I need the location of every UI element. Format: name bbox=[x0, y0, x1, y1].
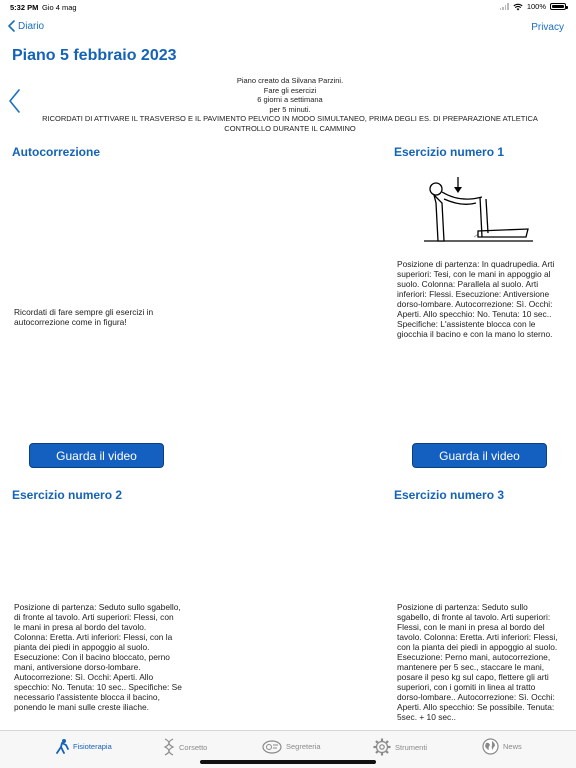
office-icon bbox=[262, 738, 282, 754]
autocorrezione-description: Ricordati di fare sempre gli esercizi in autocorrezione come in figura! bbox=[14, 307, 154, 327]
page-title: Piano 5 febbraio 2023 bbox=[12, 47, 177, 64]
status-time: 5:32 PM bbox=[10, 3, 39, 12]
status-date: Gio 4 mag bbox=[42, 3, 77, 12]
watch-video-button-esercizio-1[interactable]: Guarda il video bbox=[412, 443, 547, 468]
tab-news[interactable] bbox=[482, 738, 522, 755]
tab-label: Strumenti bbox=[395, 742, 428, 752]
plan-info-line: RICORDATI DI ATTIVARE IL TRASVERSO E IL PAVIMENTO PELVICO IN MODO SIMULTANEO, PRIMA DEGLI ES. DI PREPARAZIONE ATLETICA bbox=[42, 114, 538, 123]
status-indicators bbox=[500, 2, 566, 11]
battery-icon bbox=[550, 3, 566, 10]
tab-fisioterapia[interactable] bbox=[55, 738, 112, 754]
tab-corsetto[interactable] bbox=[163, 738, 207, 756]
status-bar bbox=[0, 0, 576, 14]
wifi-icon bbox=[513, 3, 523, 11]
watch-video-button-autocorrezione[interactable]: Guarda il video bbox=[29, 443, 164, 468]
esercizio-1-description: Posizione di partenza: In quadrupedia. Arti superiori: Tesi, con le mani in appoggio al suolo. Colonna: Parallela al suolo. Arti inferiori: Flessi. Esecuzione: Antiversione dorso-lombare. Autocorrezione: Sì. Occhi: Aperti. Allo specchio: No. Tenuta: 10 sec.. Specifiche: L'assistente blocca con le giocchia il bacino e con la mano lo sterno. bbox=[397, 259, 555, 339]
esercizio-2-description: Posizione di partenza: Seduto sullo sgabello, di fronte al tavolo. Arti superiori: Flessi, con le mani in presa al bordo del tavolo. Colonna: Eretta. Arti inferiori: Flessi, con la pianta dei piedi in appoggio al suolo. Esecuzione: Con il bacino bloccato, perno mani, antiversione dorso-lombare. Autocorrezione: Sì. Occhi: Aperti. Allo specchio: No. Tenuta: 10 sec.. Specifiche: Se necessario l'assistente blocca il bacino, ponendo le mani sulle creste iliache. bbox=[14, 602, 182, 712]
section-title-autocorrezione: Autocorrezione bbox=[12, 145, 101, 159]
plan-info-line: Fare gli esercizi bbox=[263, 85, 317, 95]
globe-icon bbox=[482, 738, 499, 755]
tab-label: News bbox=[503, 742, 522, 751]
corset-icon bbox=[163, 738, 175, 756]
tab-label: Segreteria bbox=[286, 741, 321, 751]
section-title-esercizio-3: Esercizio numero 3 bbox=[394, 488, 505, 502]
back-button[interactable] bbox=[8, 20, 44, 32]
section-title-esercizio-2: Esercizio numero 2 bbox=[12, 488, 123, 502]
section-title-esercizio-1: Esercizio numero 1 bbox=[394, 145, 505, 159]
tab-segreteria[interactable] bbox=[262, 738, 321, 754]
back-label: Diario bbox=[18, 20, 45, 32]
plan-info bbox=[40, 76, 540, 133]
exercise-quadruped-figure-icon bbox=[420, 175, 535, 245]
home-indicator bbox=[200, 760, 376, 764]
previous-plan-button[interactable] bbox=[8, 89, 20, 118]
gear-icon bbox=[373, 738, 391, 756]
privacy-link[interactable]: Privacy bbox=[531, 22, 564, 33]
tab-strumenti[interactable] bbox=[373, 738, 427, 756]
physio-icon bbox=[55, 738, 69, 754]
esercizio-3-description: Posizione di partenza: Seduto sullo sgabello, di fronte al tavolo. Arti superiori: Flessi, con le mani in presa al bordo del tavolo. Colonna: Eretta. Arti inferiori: Flessi, con la pianta dei piedi in appoggio al suolo. Esecuzione: Perno mani, autocorrezione, mantenere per 5 sec., staccare le mani, posare il peso kg sul capo, flettere gli arti superiori, con i gomiti in linea al tratto dorso-lombare.. Autocorrezione: Sì. Occhi: Aperti. Allo specchio: Se possibile. Tenuta: 5sec. + 10 sec.. bbox=[397, 602, 558, 722]
plan-info-line: Piano creato da Silvana Parzini. bbox=[236, 76, 344, 85]
chevron-left-icon bbox=[8, 89, 20, 113]
plan-info-line: 6 giorni a settimana bbox=[257, 95, 323, 104]
battery-percent: 100% bbox=[526, 2, 546, 11]
signal-icon bbox=[500, 3, 509, 10]
chevron-left-icon bbox=[8, 20, 15, 32]
plan-info-line: CONTROLLO DURANTE IL CAMMINO bbox=[224, 123, 356, 133]
tab-label: Corsetto bbox=[179, 742, 208, 752]
tab-label: Fisioterapia bbox=[73, 741, 112, 751]
plan-info-line: per 5 minuti. bbox=[269, 104, 311, 114]
